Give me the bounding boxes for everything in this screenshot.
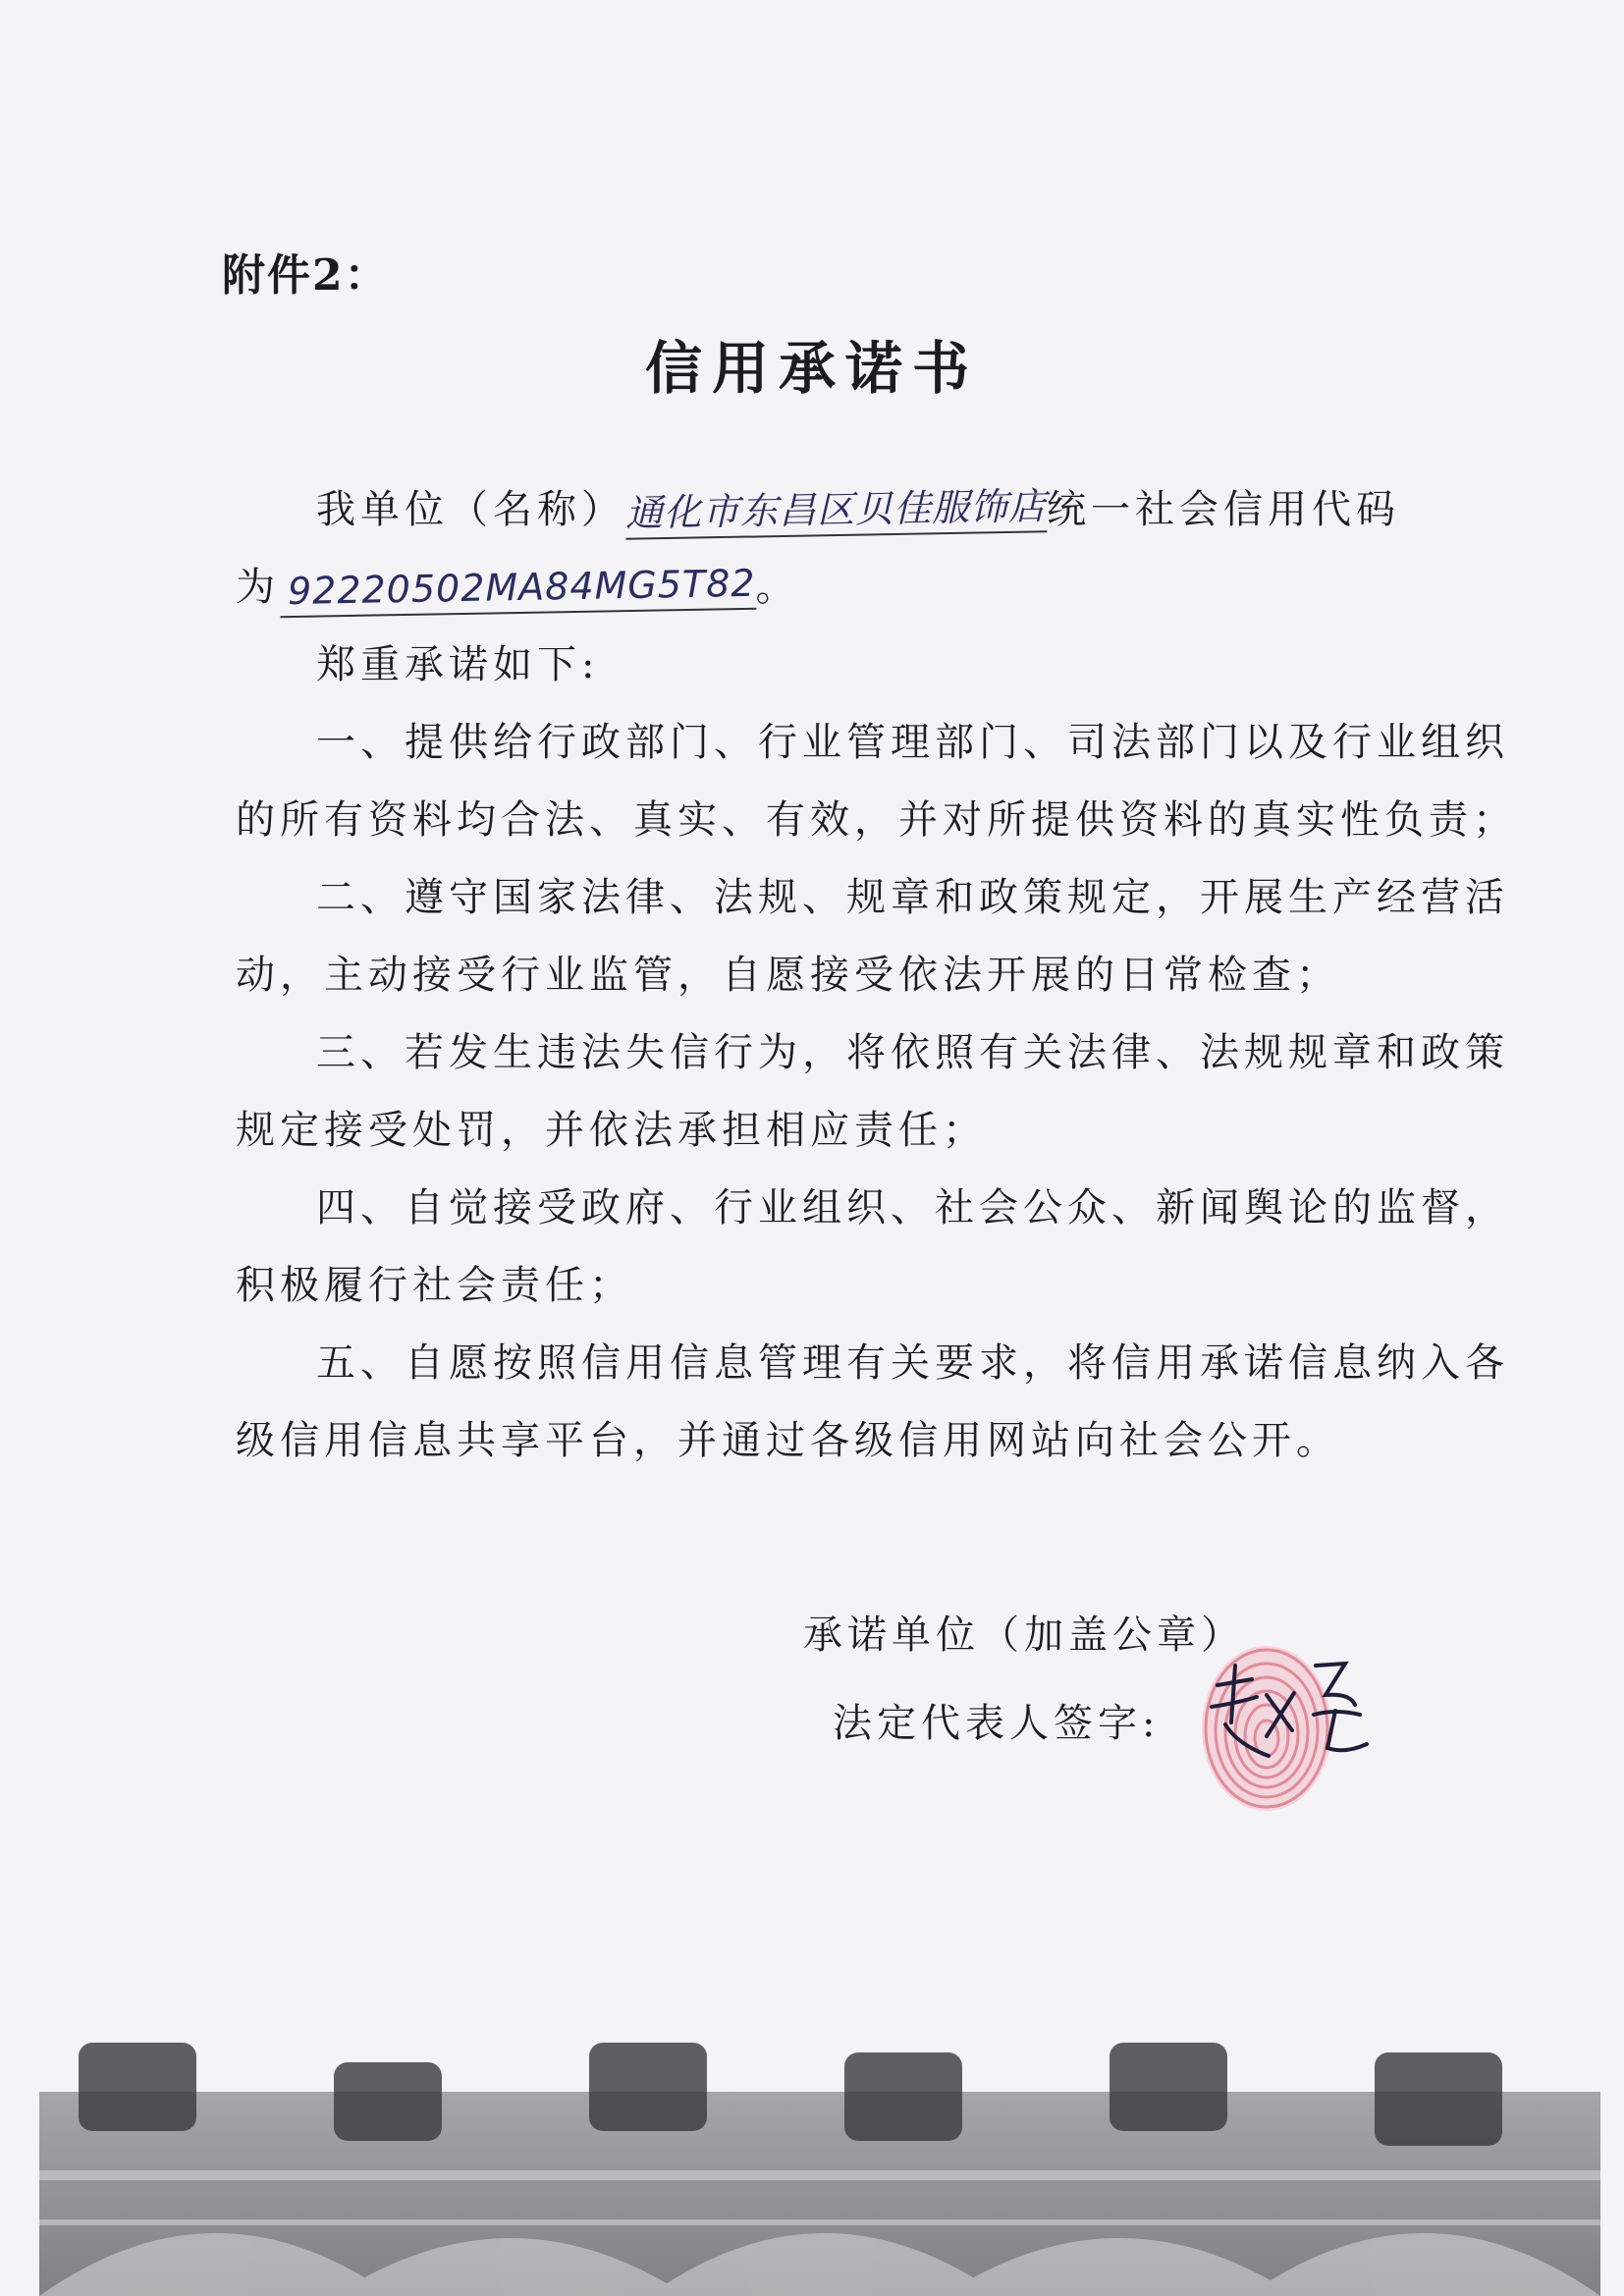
paragraph-line: 二、遵守国家法律、法规、规章和政策规定，开展生产经营活 [316,875,1509,920]
credit-code-handwritten: 92220502MA84MG5T82 [280,559,756,618]
paragraph-line: 五、自愿按照信用信息管理有关要求，将信用承诺信息纳入各 [316,1340,1509,1386]
paragraph-line: 三、若发生违法失信行为，将依照有关法律、法规规章和政策 [316,1030,1509,1075]
company-name-handwritten: 通化市东昌区贝佳服饰店 [625,481,1048,539]
paragraph-line: 的所有资料均合法、真实、有效，并对所提供资料的真实性负责； [236,797,1517,843]
paragraph-line: 动，主动接受行业监管，自愿接受依法开展的日常检查； [236,953,1340,998]
representative-signature [1198,1646,1375,1774]
paragraph-line: 级信用信息共享平台，并通过各级信用网站向社会公开。 [236,1418,1340,1463]
handwritten-signature-icon [1198,1646,1375,1774]
paragraph-line: 四、自觉接受政府、行业组织、社会公众、新闻舆论的监督， [316,1185,1509,1230]
paragraph-line: 积极履行社会责任； [236,1263,633,1308]
unit-seal-label: 承诺单位（加盖公章） [803,1613,1245,1658]
code-prefix: 为 [236,565,280,610]
document-title: 信用承诺书 [644,335,979,402]
credit-code-line [236,549,1428,627]
promise-lead: 郑重承诺如下: [316,642,600,687]
paragraph-line: 一、提供给行政部门、行业管理部门、司法部门以及行业组织 [316,720,1509,765]
attachment-label: 附件2： [222,250,390,301]
representative-label: 法定代表人签字: [833,1701,1161,1746]
intro-line [236,471,1428,549]
intro-prefix: 我单位（名称） [316,487,625,532]
code-suffix: 。 [755,565,800,610]
paragraph-line: 规定接受处罚，并依法承担相应责任； [236,1108,987,1153]
document-body [236,471,1517,1480]
signature-block [803,1591,1245,1768]
intro-suffix: 统一社会信用代码 [1047,487,1401,532]
decorative-background-pattern [39,2023,1600,2296]
